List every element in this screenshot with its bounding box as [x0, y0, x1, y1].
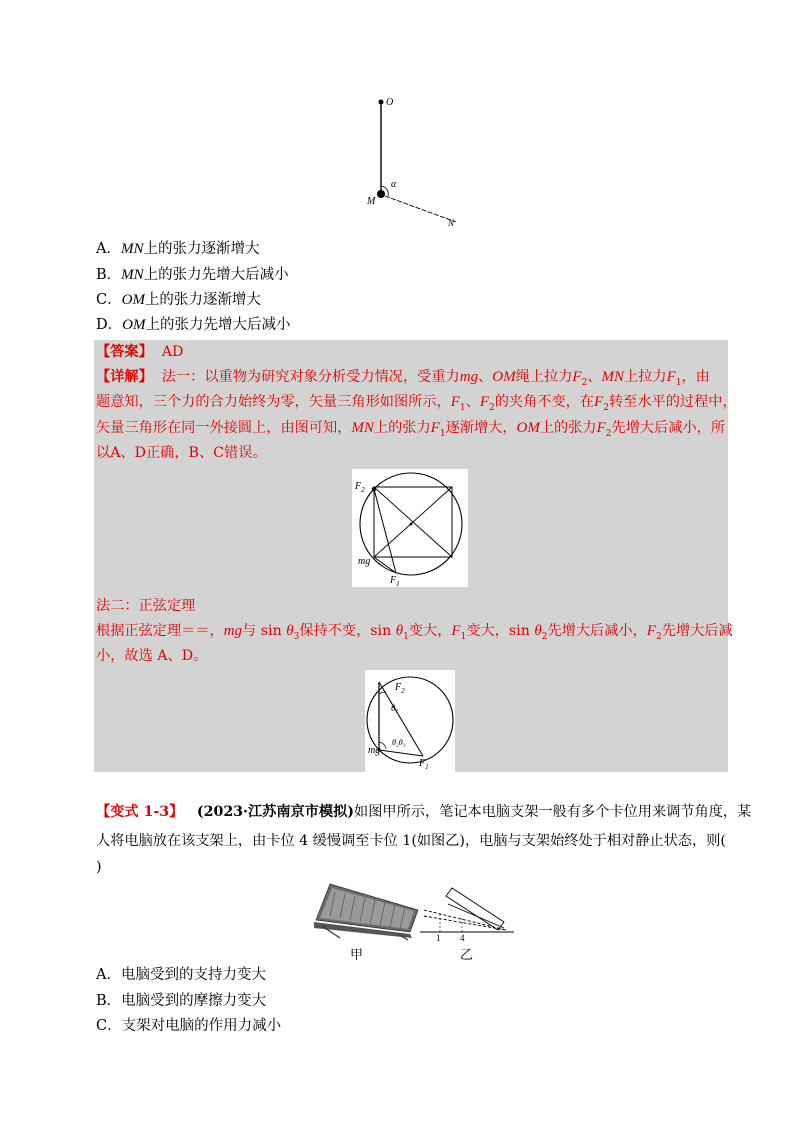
option2-a[interactable]: A．电脑受到的支持力变大 — [96, 967, 266, 983]
detail-line-1: 【详解】 法一：以重物为研究对象分析受力情况，受重力mg、OM绳上拉力$F_2$、MN上拉力$F_1$，由 — [96, 369, 710, 388]
label-o: O — [386, 97, 394, 108]
label-alpha: α — [391, 179, 397, 190]
pendulum-string-diagram — [360, 92, 470, 232]
answer-value: AD — [161, 344, 184, 360]
string-mn — [385, 196, 456, 222]
label-m: M — [367, 196, 376, 207]
label-f1: $F_1$ — [419, 758, 429, 771]
label-theta1: $\theta_1$ — [391, 703, 399, 715]
question2-line-3: ) — [96, 859, 102, 875]
option2-c[interactable]: C．支架对电脑的作用力减小 — [96, 1018, 282, 1034]
label-mg: mg — [368, 745, 381, 756]
label-f2: $F_2$ — [355, 481, 365, 494]
detail-line-2: 题意知，三个力的合力始终为零，矢量三角形如图所示，$F_1$、$F_2$的夹角不变，在$F_2$转至水平的过程中， — [96, 394, 737, 413]
option-c[interactable]: C．OM上的张力逐渐增大 — [96, 292, 261, 308]
option-b[interactable]: B．MN上的张力先增大后减小 — [96, 267, 289, 283]
mass-m — [377, 190, 385, 198]
option-a[interactable]: A．MN上的张力逐渐增大 — [96, 241, 260, 257]
caption-jia: 甲 — [350, 948, 364, 963]
detail-line-4: 以A、D正确，B、C错误。 — [96, 445, 267, 461]
tick-1: 1 — [436, 933, 441, 943]
answer-line: 【答案】 AD — [96, 344, 184, 360]
method2-line-1: 根据正弦定理＝＝，mg与 $\sin \theta_3$保持不变，$\sin \theta_1$变大，$F_1$变大，$\sin \theta_2$先增大后减小，$F_2$先增大后减 — [96, 623, 733, 642]
label-f2: $F_2$ — [395, 682, 405, 695]
label-f1: $F_1$ — [390, 575, 400, 587]
sine-rule-triangle-diagram — [365, 670, 455, 772]
option2-b[interactable]: B．电脑受到的摩擦力变大 — [96, 993, 267, 1009]
method2-line-2: 小，故选 A、D。 — [96, 648, 208, 664]
detail-line-3: 矢量三角形在同一外接圆上，由图可知，MN上的张力$F_1$逐渐增大，OM上的张力$F_2$先增大后减小，所 — [96, 420, 726, 439]
stand-angle-schematic — [418, 882, 516, 944]
tick-4: 4 — [460, 933, 465, 943]
question2-line-2: 人将电脑放在该支架上，由卡位 4 缓慢调至卡位 1(如图乙)，电脑与支架始终处于相对静止状态，则( — [96, 833, 726, 849]
label-theta23: θ₂θ₃ — [392, 738, 406, 747]
label-n: N — [448, 218, 455, 228]
question2-line-1: 【变式 1-3】 (2023·江苏南京市模拟)如图甲所示，笔记本电脑支架一般有多个卡位用来调节角度，某 — [96, 804, 752, 820]
option-d[interactable]: D．OM上的张力先增大后减小 — [96, 317, 291, 333]
caption-yi: 乙 — [460, 948, 474, 963]
label-mg: mg — [358, 556, 371, 567]
method2-title: 法二：正弦定理 — [96, 598, 196, 614]
vector-triangle-circle-diagram — [352, 469, 468, 587]
laptop-stand-photo — [310, 880, 422, 942]
